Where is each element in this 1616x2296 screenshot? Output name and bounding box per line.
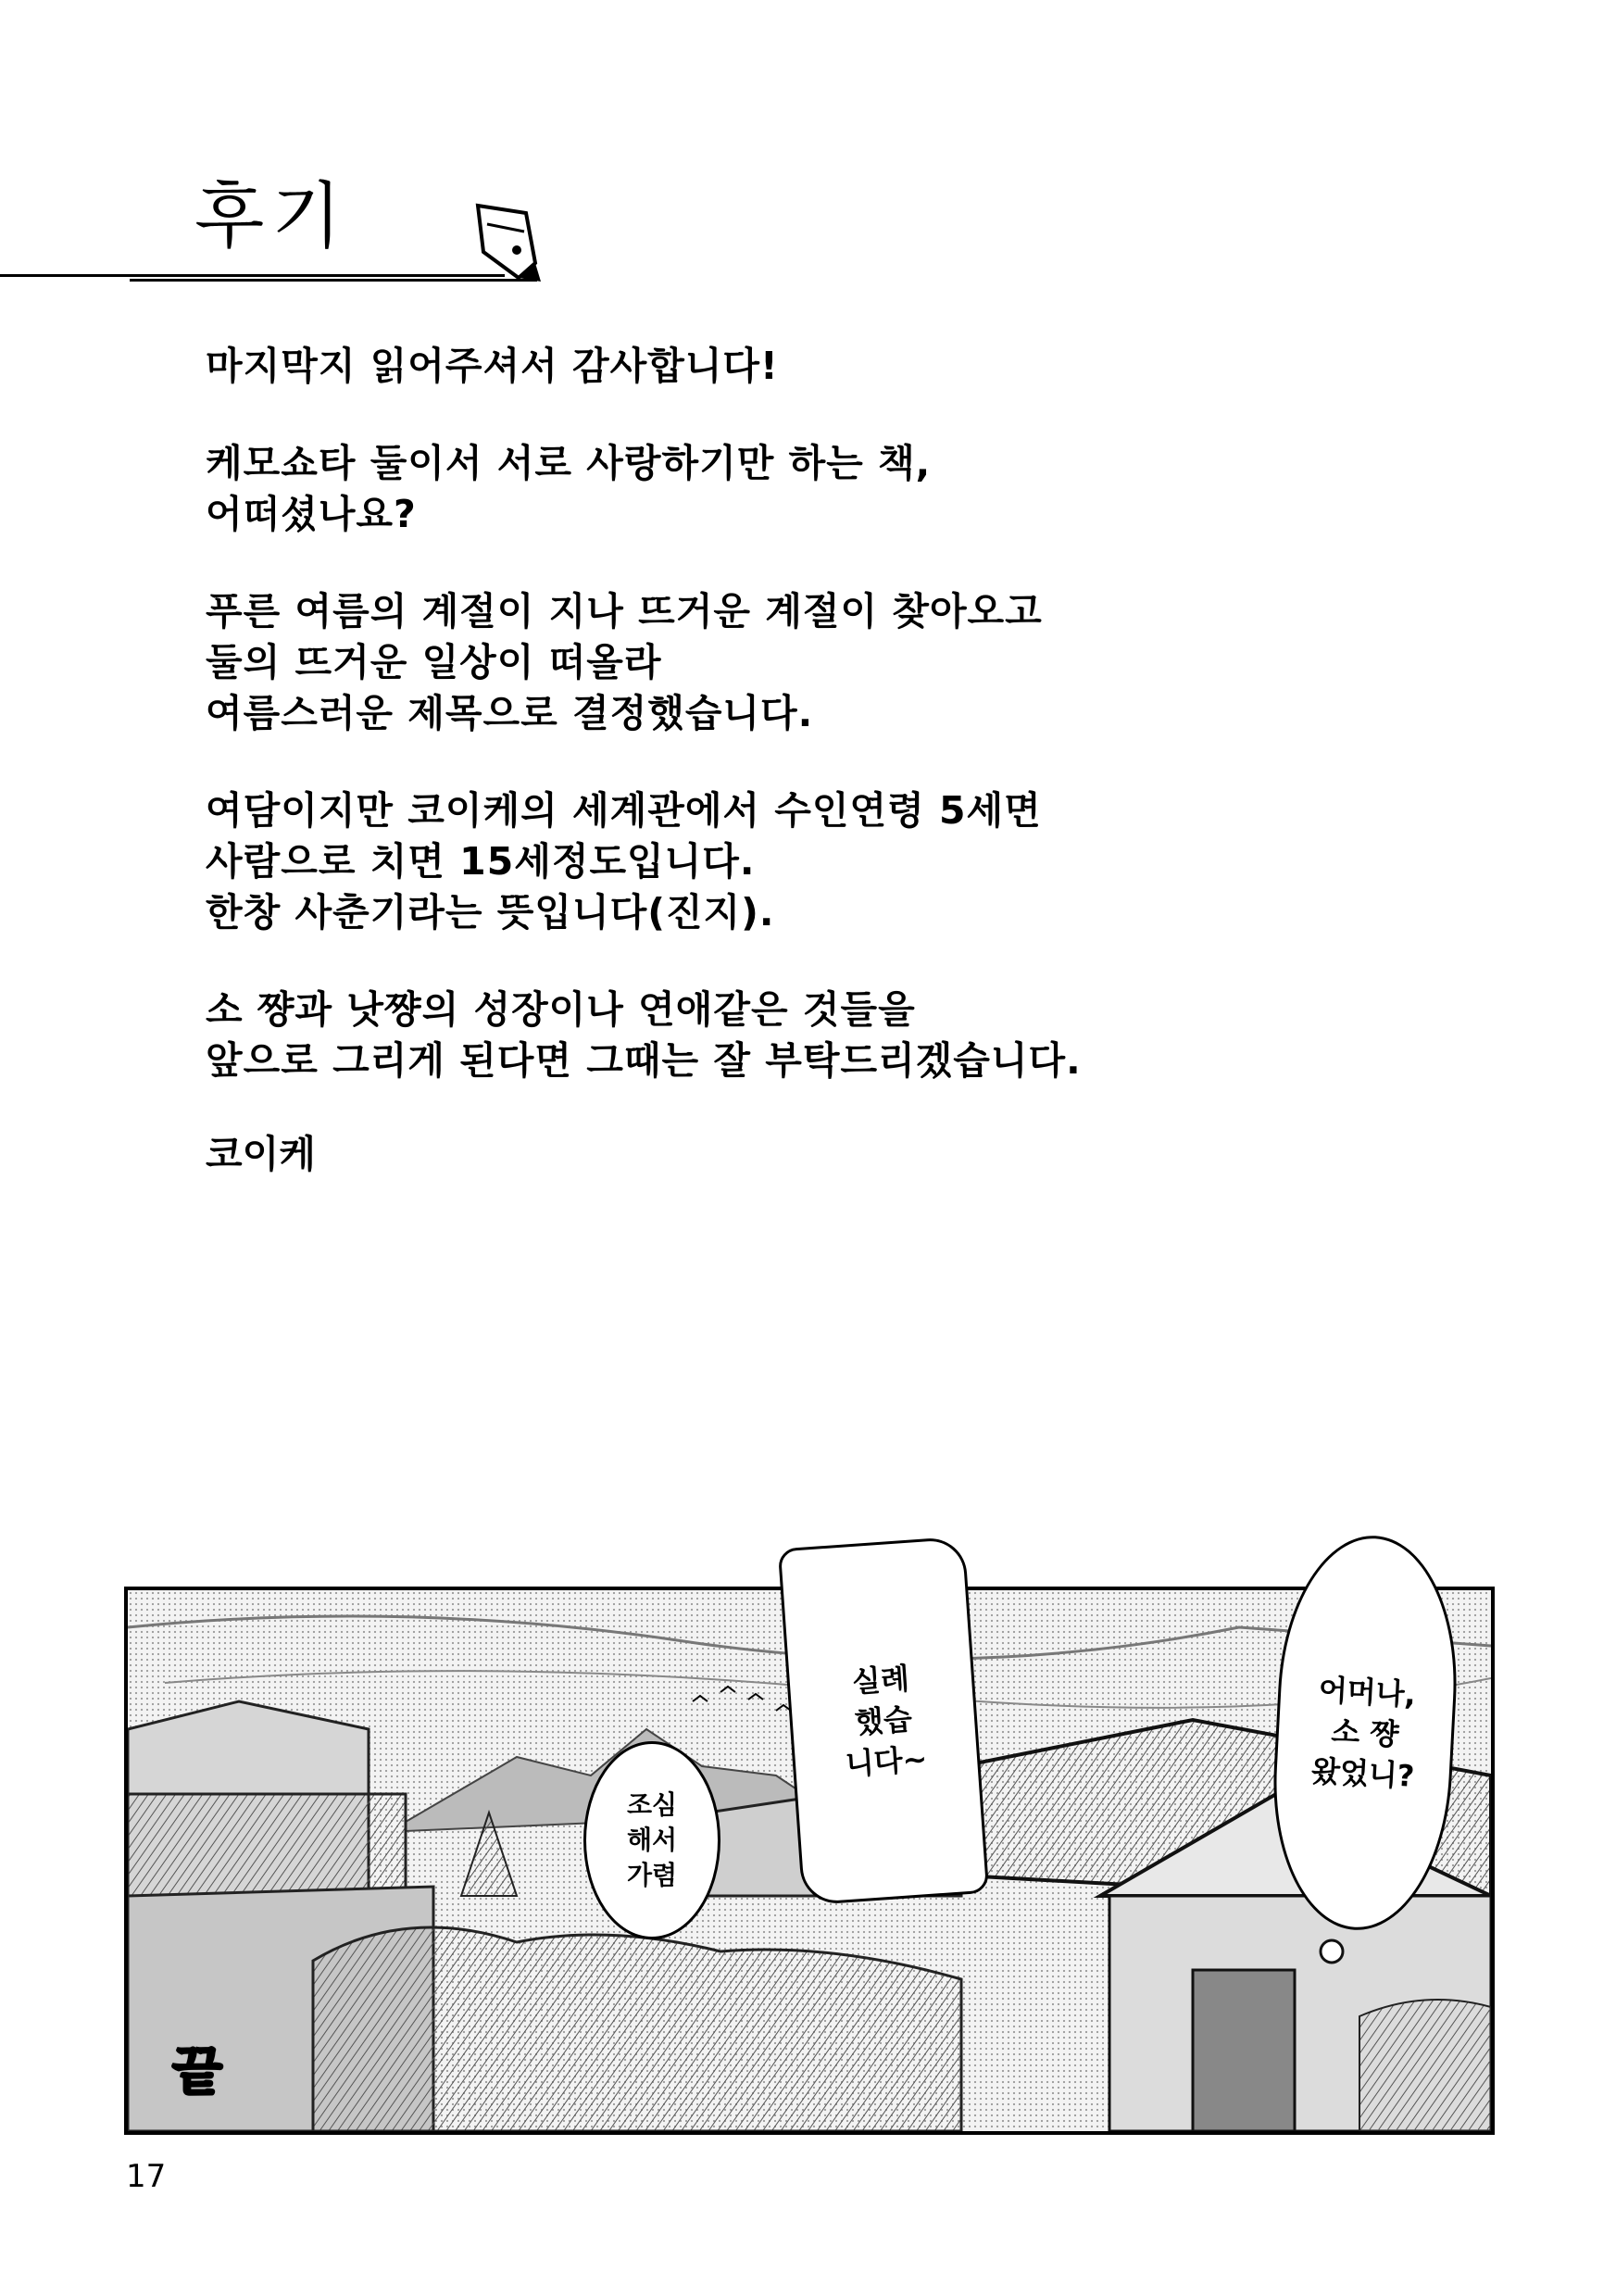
text-line: 케모쇼타 둘이서 서로 사랑하기만 하는 책, xyxy=(206,441,932,485)
bubble-text: 소 쨩 xyxy=(1330,1713,1400,1752)
end-mark: 끝 xyxy=(172,2042,223,2102)
bubble-text: 실례 xyxy=(850,1660,911,1700)
text-line: 어떠셨나요? xyxy=(206,492,417,536)
bubble-text: 어머나, xyxy=(1317,1672,1417,1713)
pen-nib-icon xyxy=(470,196,543,284)
paragraph xyxy=(206,985,1372,1086)
afterword-body xyxy=(206,341,1372,1133)
bubble-text: 조심 xyxy=(626,1789,678,1820)
paragraph xyxy=(206,586,1372,739)
text-line: 한창 사춘기라는 뜻입니다(진지). xyxy=(206,890,775,935)
author-signature: 코이케 xyxy=(206,1132,316,1176)
text-line: 사람으로 치면 15세정도입니다. xyxy=(206,839,756,884)
afterword-heading: 후기 xyxy=(194,175,349,258)
text-line: 여름스러운 제목으로 결정했습니다. xyxy=(206,691,814,735)
paragraph xyxy=(206,341,1372,392)
text-line: 앞으로 그리게 된다면 그때는 잘 부탁드리겠습니다. xyxy=(206,1038,1082,1083)
paragraph xyxy=(206,438,1372,540)
bubble-text: 왔었니? xyxy=(1310,1753,1416,1794)
header-rule xyxy=(0,274,505,277)
text-line: 여담이지만 코이케의 세계관에서 수인연령 5세면 xyxy=(206,788,1042,833)
speech-bubble-center xyxy=(778,1536,989,1905)
text-line: 소 쨩과 낫쨩의 성장이나 연애같은 것들을 xyxy=(206,987,916,1032)
text-line: 마지막지 읽어주셔서 감사합니다! xyxy=(206,344,779,388)
bubble-text: 니다~ xyxy=(844,1740,929,1782)
bubble-text: 가렴 xyxy=(626,1860,678,1890)
page-number: 17 xyxy=(126,2158,167,2195)
text-line: 둘의 뜨거운 일상이 떠올라 xyxy=(206,640,662,684)
paragraph xyxy=(206,785,1372,938)
bubble-text: 해서 xyxy=(626,1825,678,1855)
bubble-text: 했습 xyxy=(853,1700,914,1741)
text-line: 푸른 여름의 계절이 지나 뜨거운 계절이 찾아오고 xyxy=(206,589,1043,634)
speech-bubble-left xyxy=(583,1741,720,1939)
